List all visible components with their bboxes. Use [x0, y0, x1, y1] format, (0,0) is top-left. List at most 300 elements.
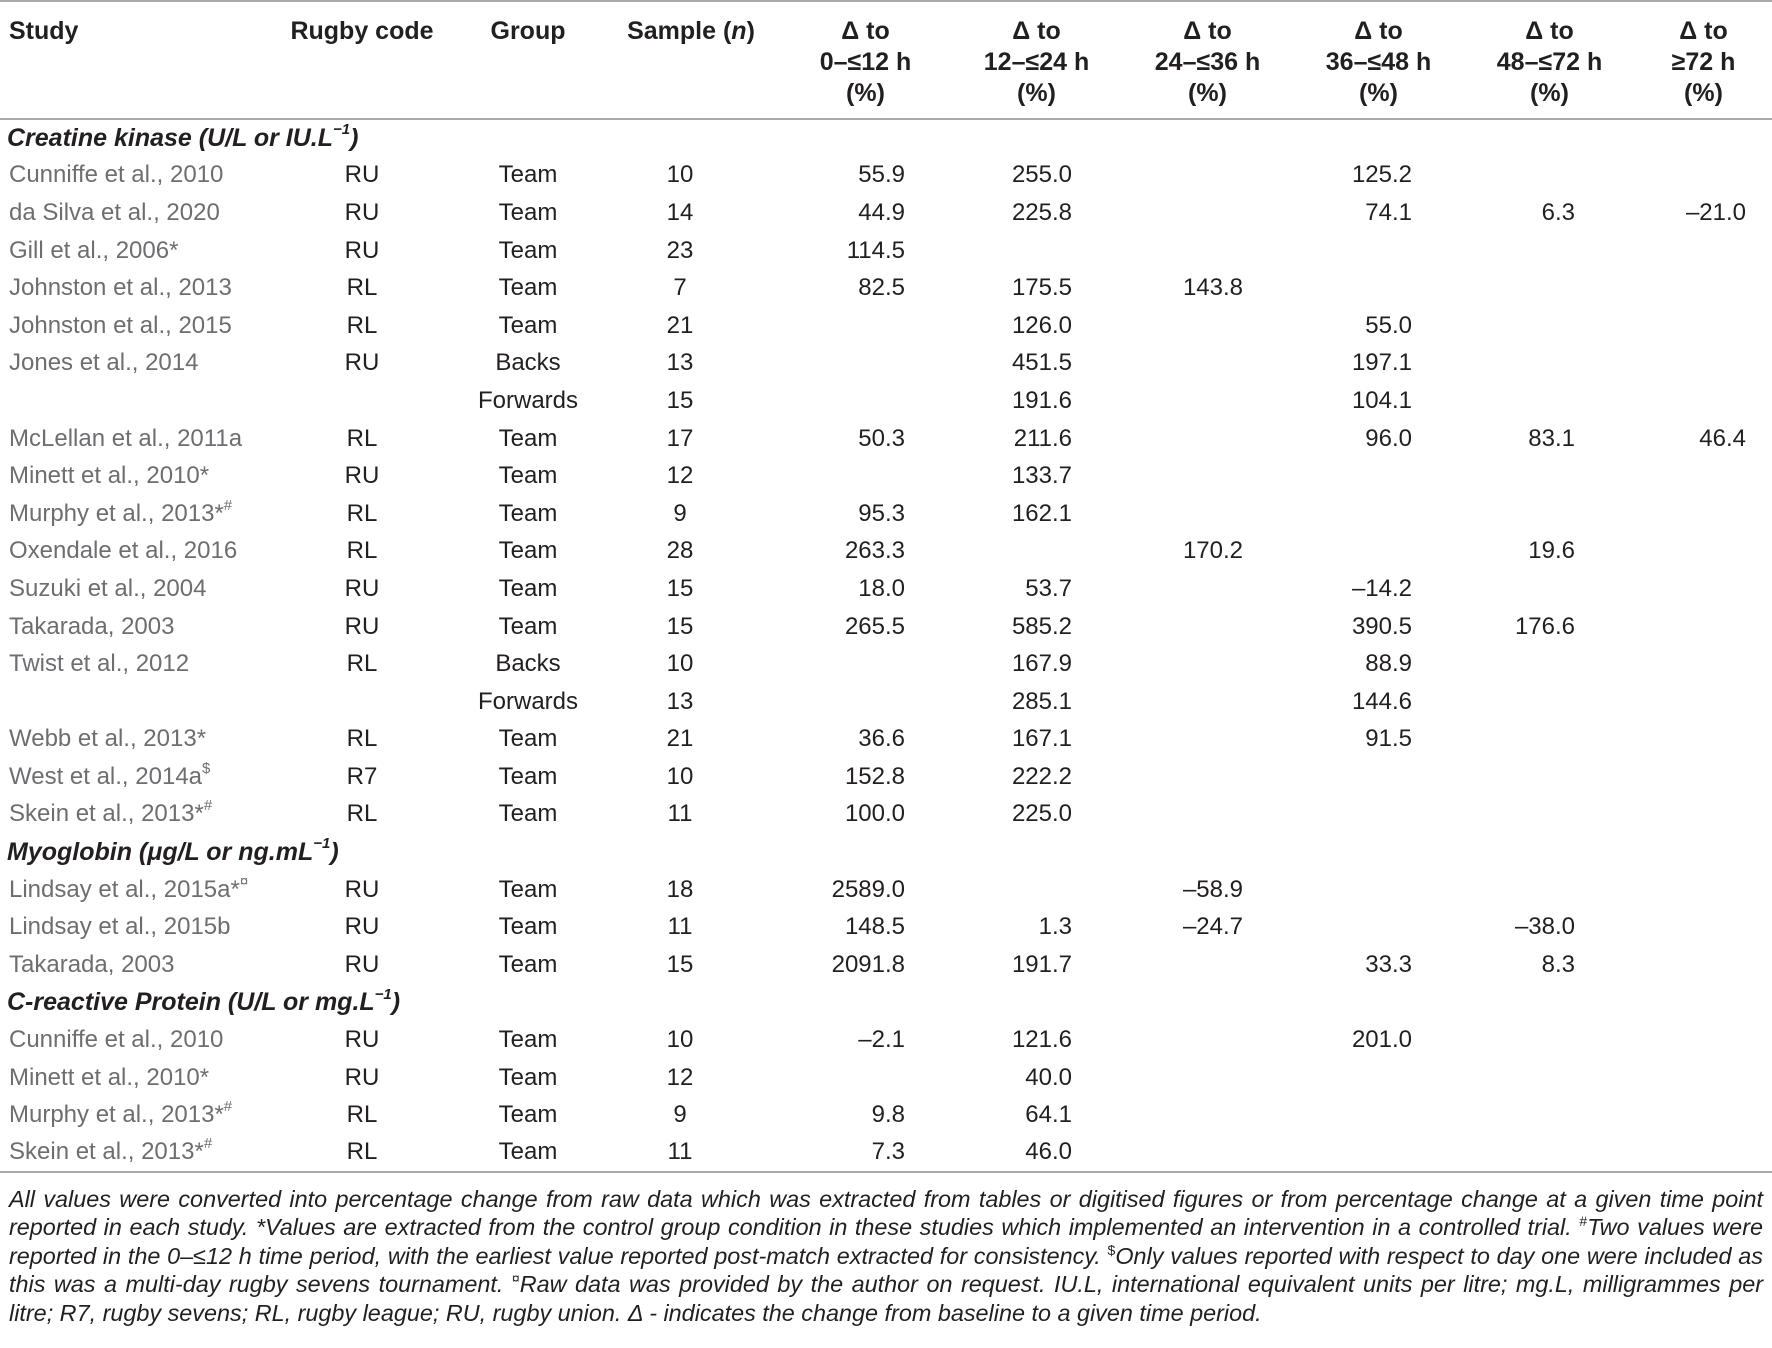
cell-study: [0, 157, 270, 195]
cell-change-period-2: –24.7: [1182, 913, 1243, 941]
cell-rugby-code: RL: [346, 650, 378, 678]
cell-study: [0, 946, 270, 984]
cell-sample: 17: [666, 424, 694, 452]
cell-study: [0, 194, 270, 232]
cell-study: [0, 420, 270, 458]
cell-change-period-1: 126.0: [1011, 311, 1072, 339]
header-group: Group: [454, 1, 602, 119]
cell-group: Team: [454, 1134, 602, 1172]
header-period-0: [780, 1, 951, 119]
cell-change-period-1: [951, 232, 1122, 270]
cell-change-period-1: 167.1: [1011, 725, 1072, 753]
cell-change-period-5: [1635, 533, 1772, 571]
cell-sample: 11: [602, 1134, 780, 1172]
study-footnote-mark: #: [223, 1098, 233, 1116]
cell-change-period-1: 225.0: [1011, 800, 1072, 828]
cell-sample: 9: [673, 1101, 687, 1129]
cell-sample: 15: [666, 386, 694, 414]
table-row: [0, 608, 1772, 646]
cell-change-period-2: [1122, 495, 1293, 533]
study-name: Takarada, 2003: [9, 612, 175, 640]
cell-change-period-2: [1122, 608, 1293, 646]
cell-study: [0, 1059, 270, 1097]
period-delta-label: Δ to: [1525, 17, 1574, 45]
cell-change-period-2: 170.2: [1182, 537, 1243, 565]
section-title-exponent: −1: [374, 985, 392, 1003]
cell-change-period-4: [1464, 758, 1635, 796]
cell-change-period-0: 44.9: [858, 198, 905, 226]
cell-study: [0, 1021, 270, 1059]
cell-change-period-3: 55.0: [1365, 311, 1412, 339]
cell-change-period-2: [1122, 457, 1293, 495]
cell-sample: 13: [666, 349, 694, 377]
cell-group: Team: [498, 537, 558, 565]
cell-change-period-1: 133.7: [1011, 462, 1072, 490]
cell-change-period-3: 91.5: [1365, 725, 1412, 753]
cell-change-period-5: [1635, 871, 1772, 909]
cell-change-period-2: [1122, 683, 1293, 721]
cell-change-period-0: 82.5: [858, 274, 905, 302]
cell-change-period-4: [1464, 269, 1635, 307]
period-range: 0–≤12 h: [819, 48, 912, 76]
cell-change-period-3: 74.1: [1365, 198, 1412, 226]
cell-change-period-4: [1464, 1059, 1635, 1097]
cell-group: Team: [498, 574, 558, 602]
cell-group: Forwards: [477, 386, 579, 414]
period-range: 36–≤48 h: [1325, 48, 1432, 76]
footnote-part: Only values reported with respect to day one were included as this was a multi-day rugby sevens tournament.: [9, 1242, 1763, 1298]
cell-change-period-5: [1635, 946, 1772, 984]
cell-change-period-3: [1293, 457, 1464, 495]
cell-group: Team: [498, 762, 558, 790]
cell-change-period-4: [1464, 495, 1635, 533]
cell-group: Team: [498, 1101, 558, 1129]
cell-change-period-0: [780, 307, 951, 345]
cell-change-period-5: 46.4: [1699, 424, 1746, 452]
cell-sample: 10: [666, 650, 694, 678]
cell-sample: 12: [666, 462, 694, 490]
header-row: [0, 1, 1772, 119]
cell-study: [0, 269, 270, 307]
cell-rugby-code: RL: [346, 274, 378, 302]
header-rugby-code: Rugby code: [270, 1, 454, 119]
cell-rugby-code: RL: [270, 1134, 454, 1172]
study-name: Minett et al., 2010*: [9, 1063, 210, 1091]
cell-change-period-0: 152.8: [844, 762, 905, 790]
table-row: [0, 758, 1772, 796]
cell-group: Backs: [495, 349, 561, 377]
cell-change-period-1: 46.0: [951, 1134, 1122, 1172]
cell-change-period-4: 6.3: [1541, 198, 1575, 226]
cell-change-period-1: 191.7: [1011, 950, 1072, 978]
cell-change-period-3: –14.2: [1351, 574, 1412, 602]
cell-study: [0, 345, 270, 383]
cell-rugby-code: RU: [344, 161, 380, 189]
study-name: Webb et al., 2013*: [9, 725, 207, 753]
cell-change-period-3: 197.1: [1351, 349, 1412, 377]
cell-change-period-1: 121.6: [1011, 1026, 1072, 1054]
section-title-exponent: −1: [313, 835, 331, 853]
study-name: West et al., 2014a: [9, 762, 203, 790]
header-sample-prefix: Sample (: [627, 17, 732, 45]
cell-change-period-0: 9.8: [871, 1101, 905, 1129]
period-unit: (%): [1188, 79, 1227, 107]
header-period-2: [1122, 1, 1293, 119]
cell-study: [0, 758, 270, 796]
cell-group: Team: [498, 236, 558, 264]
study-name: Takarada, 2003: [9, 950, 175, 978]
cell-change-period-3: [1293, 232, 1464, 270]
table-row: [0, 1096, 1772, 1134]
table-row: [0, 796, 1772, 834]
study-name: Skein et al., 2013*: [9, 800, 204, 828]
cell-change-period-5: [1635, 495, 1772, 533]
footnote-part: Raw data was provided by the author on request. IU.L, international equivalent units per litre; mg.L, milligrammes per litre; R7, rugby sevens; RL, rugby league; RU, rugby union. Δ - indicates the change from baseline to a given time period.: [9, 1271, 1763, 1326]
cell-study: [0, 721, 270, 759]
cell-change-period-5: [1635, 683, 1772, 721]
study-footnote-mark: ¤: [239, 872, 249, 890]
cell-change-period-1: 191.6: [1011, 386, 1072, 414]
cell-change-period-5: [1635, 796, 1772, 834]
cell-change-period-0: 50.3: [858, 424, 905, 452]
cell-sample: 10: [666, 762, 694, 790]
table-row: [0, 307, 1772, 345]
cell-study: [0, 908, 270, 946]
cell-rugby-code: RU: [344, 574, 380, 602]
period-delta-label: Δ to: [1354, 17, 1403, 45]
cell-rugby-code: RL: [346, 1101, 378, 1129]
cell-rugby-code: RU: [344, 236, 380, 264]
cell-change-period-5: [1635, 1021, 1772, 1059]
cell-study: [0, 1134, 270, 1172]
cell-change-period-1: 222.2: [1011, 762, 1072, 790]
cell-change-period-5: [1635, 307, 1772, 345]
study-footnote-mark: #: [203, 797, 213, 815]
cell-change-period-0: 114.5: [846, 236, 905, 264]
period-unit: (%): [1359, 79, 1398, 107]
cell-change-period-4: [1464, 1021, 1635, 1059]
period-range: ≥72 h: [1671, 48, 1736, 76]
cell-rugby-code: RL: [346, 424, 378, 452]
cell-change-period-0: 18.0: [858, 574, 905, 602]
cell-change-period-5: [1635, 908, 1772, 946]
section-header-row: [0, 119, 1772, 157]
cell-change-period-0: [780, 345, 951, 383]
period-range: 24–≤36 h: [1154, 48, 1261, 76]
study-name: Gill et al., 2006*: [9, 236, 179, 264]
cell-change-period-2: [1122, 796, 1293, 834]
cell-change-period-4: [1464, 570, 1635, 608]
cell-rugby-code: RU: [344, 950, 380, 978]
cell-change-period-2: [1122, 570, 1293, 608]
cell-change-period-0: 100.0: [844, 800, 905, 828]
cell-sample: 18: [666, 875, 694, 903]
table-row: [0, 1021, 1772, 1059]
study-name: Lindsay et al., 2015b: [9, 913, 231, 941]
cell-change-period-3: 104.1: [1351, 386, 1412, 414]
table-row: [0, 1059, 1772, 1097]
cell-change-period-4: 8.3: [1541, 950, 1575, 978]
cell-change-period-3: [1293, 1096, 1464, 1134]
section-title-end: ): [330, 837, 339, 866]
cell-change-period-1: [951, 533, 1122, 571]
footnote-part: All values were converted into percentage change from raw data which was extracted from tables or digitised figures or from percentage change at a given time point reported in each study. *Values are extracted from the control group condition in these studies which implemented an intervention in a controlled trial.: [9, 1186, 1763, 1241]
cell-study: [0, 796, 270, 834]
cell-sample: 15: [666, 574, 694, 602]
header-sample-n: n: [731, 17, 747, 45]
cell-change-period-0: 263.3: [844, 537, 905, 565]
cell-study: [0, 570, 270, 608]
cell-rugby-code: RU: [344, 612, 380, 640]
header-period-3: [1293, 1, 1464, 119]
study-name: Jones et al., 2014: [9, 349, 199, 377]
footnote-symbol: $: [1107, 1242, 1116, 1259]
cell-sample: 12: [666, 1063, 694, 1091]
cell-rugby-code: RL: [346, 725, 378, 753]
period-unit: (%): [1530, 79, 1569, 107]
header-study: Study: [0, 1, 270, 119]
cell-rugby-code: RU: [344, 462, 380, 490]
cell-sample: 14: [666, 198, 694, 226]
cell-rugby-code: [270, 683, 454, 721]
table-row: [0, 157, 1772, 195]
study-footnote-mark: $: [202, 759, 211, 777]
period-delta-label: Δ to: [1012, 17, 1061, 45]
cell-sample: 7: [673, 274, 687, 302]
period-range: 12–≤24 h: [983, 48, 1090, 76]
cell-sample: 11: [667, 800, 693, 828]
cell-change-period-1: [951, 871, 1122, 909]
cell-change-period-4: –38.0: [1514, 913, 1575, 941]
study-name: da Silva et al., 2020: [9, 198, 220, 226]
cell-change-period-5: [1635, 721, 1772, 759]
header-period-4: [1464, 1, 1635, 119]
cell-change-period-1: 1.3: [1038, 913, 1072, 941]
header-period-1: [951, 1, 1122, 119]
table-header: [0, 1, 1772, 119]
cell-change-period-2: [1122, 345, 1293, 383]
cell-change-period-2: –58.9: [1182, 875, 1243, 903]
cell-sample: 28: [666, 537, 694, 565]
cell-group: Team: [498, 800, 558, 828]
table-row: [0, 420, 1772, 458]
cell-rugby-code: [270, 382, 454, 420]
cell-rugby-code: RU: [344, 349, 380, 377]
cell-change-period-3: [1293, 908, 1464, 946]
cell-change-period-5: [1635, 1134, 1772, 1172]
cell-change-period-2: [1122, 420, 1293, 458]
cell-change-period-4: [1464, 645, 1635, 683]
cell-sample: 9: [673, 499, 687, 527]
cell-change-period-0: [780, 683, 951, 721]
cell-change-period-0: [780, 382, 951, 420]
cell-group: Team: [498, 198, 558, 226]
cell-change-period-0: [780, 457, 951, 495]
cell-sample: 15: [666, 950, 694, 978]
cell-change-period-2: [1122, 194, 1293, 232]
cell-change-period-5: [1635, 269, 1772, 307]
cell-change-period-5: [1635, 157, 1772, 195]
cell-study: [0, 495, 270, 533]
cell-change-period-3: 88.9: [1365, 650, 1412, 678]
cell-change-period-1: 585.2: [1011, 612, 1072, 640]
cell-change-period-2: [1122, 232, 1293, 270]
study-name: McLellan et al., 2011a: [9, 424, 243, 452]
cell-group: Team: [498, 725, 558, 753]
period-delta-label: Δ to: [1183, 17, 1232, 45]
cell-change-period-0: 2589.0: [831, 875, 905, 903]
cell-change-period-2: [1122, 1134, 1293, 1172]
cell-study: [0, 608, 270, 646]
cell-change-period-1: 285.1: [1011, 687, 1072, 715]
cell-change-period-3: 125.2: [1351, 161, 1412, 189]
cell-rugby-code: RU: [344, 875, 380, 903]
cell-change-period-3: 201.0: [1351, 1026, 1412, 1054]
section-title: [0, 119, 1772, 157]
table-row: [0, 382, 1772, 420]
cell-rugby-code: RU: [344, 198, 380, 226]
cell-rugby-code: RU: [344, 1063, 380, 1091]
header-sample: [602, 1, 780, 119]
cell-rugby-code: RL: [346, 311, 378, 339]
cell-change-period-1: 167.9: [1011, 650, 1072, 678]
table-row: [0, 683, 1772, 721]
cell-change-period-5: [1635, 1059, 1772, 1097]
cell-change-period-0: [780, 645, 951, 683]
table-row: [0, 721, 1772, 759]
cell-sample: 10: [666, 1026, 694, 1054]
cell-change-period-1: 211.6: [1013, 424, 1072, 452]
study-name: Johnston et al., 2015: [9, 311, 232, 339]
cell-change-period-2: [1122, 1059, 1293, 1097]
cell-change-period-3: 390.5: [1351, 612, 1412, 640]
cell-group: Team: [498, 462, 558, 490]
cell-group: Team: [498, 875, 558, 903]
cell-change-period-2: [1122, 1096, 1293, 1134]
section-title-end: ): [350, 123, 359, 152]
cell-change-period-4: [1464, 345, 1635, 383]
section-title-text: Creatine kinase (U/L or IU.L: [7, 123, 334, 152]
cell-change-period-1: 162.1: [1011, 499, 1072, 527]
study-name: Murphy et al., 2013*: [9, 499, 224, 527]
table-row: [0, 1134, 1772, 1172]
cell-study: [0, 871, 270, 909]
cell-group: Team: [498, 274, 558, 302]
study-name: Lindsay et al., 2015a*: [9, 875, 240, 903]
cell-change-period-3: [1293, 269, 1464, 307]
cell-change-period-4: [1464, 1134, 1635, 1172]
section-title: [0, 833, 1772, 871]
cell-change-period-4: [1464, 683, 1635, 721]
table-row: [0, 645, 1772, 683]
study-name: Twist et al., 2012: [9, 650, 190, 678]
cell-change-period-3: [1293, 1134, 1464, 1172]
cell-sample: 21: [666, 725, 694, 753]
cell-rugby-code: RU: [344, 1026, 380, 1054]
cell-study: [0, 457, 270, 495]
study-footnote-mark: #: [203, 1135, 213, 1153]
cell-change-period-4: 176.6: [1514, 612, 1575, 640]
cell-group: Team: [498, 499, 558, 527]
table-body: [0, 119, 1772, 1172]
cell-sample: 10: [666, 161, 694, 189]
cell-change-period-2: [1122, 721, 1293, 759]
table-row: [0, 495, 1772, 533]
cell-change-period-0: 2091.8: [831, 950, 905, 978]
cell-change-period-0: 7.3: [780, 1134, 951, 1172]
table-row: [0, 457, 1772, 495]
section-title-end: ): [391, 987, 401, 1016]
cell-change-period-4: 19.6: [1528, 537, 1575, 565]
cell-change-period-0: 95.3: [858, 499, 905, 527]
cell-group: Team: [498, 1026, 558, 1054]
cell-change-period-2: [1122, 758, 1293, 796]
cell-change-period-3: [1293, 871, 1464, 909]
cell-change-period-0: –2.1: [858, 1026, 905, 1054]
cell-change-period-2: 143.8: [1182, 274, 1243, 302]
section-title-exponent: −1: [333, 121, 351, 139]
section-header-row: [0, 984, 1772, 1022]
cell-group: Team: [498, 913, 558, 941]
study-name: Cunniffe et al., 2010: [9, 1026, 224, 1054]
cell-change-period-2: [1122, 1021, 1293, 1059]
cell-change-period-0: 55.9: [858, 161, 905, 189]
table-row: [0, 570, 1772, 608]
cell-change-period-4: [1464, 382, 1635, 420]
cell-change-period-4: [1464, 157, 1635, 195]
cell-group: Forwards: [477, 687, 579, 715]
cell-group: Backs: [495, 650, 561, 678]
table-row: [0, 533, 1772, 571]
cell-change-period-3: 96.0: [1365, 424, 1412, 452]
cell-change-period-2: [1122, 645, 1293, 683]
cell-change-period-1: 225.8: [1011, 198, 1072, 226]
table-footnote: [9, 1185, 1763, 1327]
cell-sample: 23: [666, 236, 694, 264]
cell-study: [0, 382, 270, 420]
period-delta-label: Δ to: [841, 17, 890, 45]
cell-change-period-5: [1635, 457, 1772, 495]
cell-change-period-4: [1464, 307, 1635, 345]
footnote-part: Two values were reported in the 0–≤12 h time period, with the earliest value reported post-match extracted for consistency.: [9, 1214, 1763, 1269]
period-delta-label: Δ to: [1679, 17, 1728, 45]
cell-change-period-4: 83.1: [1528, 424, 1575, 452]
cell-group: Team: [498, 612, 558, 640]
cell-study: [0, 307, 270, 345]
period-unit: (%): [846, 79, 885, 107]
cell-group: Team: [498, 311, 558, 339]
cell-sample: 15: [666, 612, 694, 640]
cell-change-period-3: [1293, 533, 1464, 571]
table-row: [0, 946, 1772, 984]
cell-change-period-5: [1635, 608, 1772, 646]
cell-change-period-2: [1122, 382, 1293, 420]
cell-group: Team: [498, 950, 558, 978]
table-row: [0, 194, 1772, 232]
cell-study: [0, 232, 270, 270]
cell-group: Team: [498, 161, 558, 189]
cell-sample: 13: [666, 687, 694, 715]
cell-change-period-5: [1635, 345, 1772, 383]
table-row: [0, 345, 1772, 383]
cell-change-period-2: [1122, 946, 1293, 984]
cell-change-period-4: [1464, 721, 1635, 759]
table-row: [0, 269, 1772, 307]
cell-change-period-5: [1635, 382, 1772, 420]
cell-study: [0, 645, 270, 683]
cell-change-period-0: 148.5: [844, 913, 905, 941]
cell-change-period-4: [1464, 457, 1635, 495]
